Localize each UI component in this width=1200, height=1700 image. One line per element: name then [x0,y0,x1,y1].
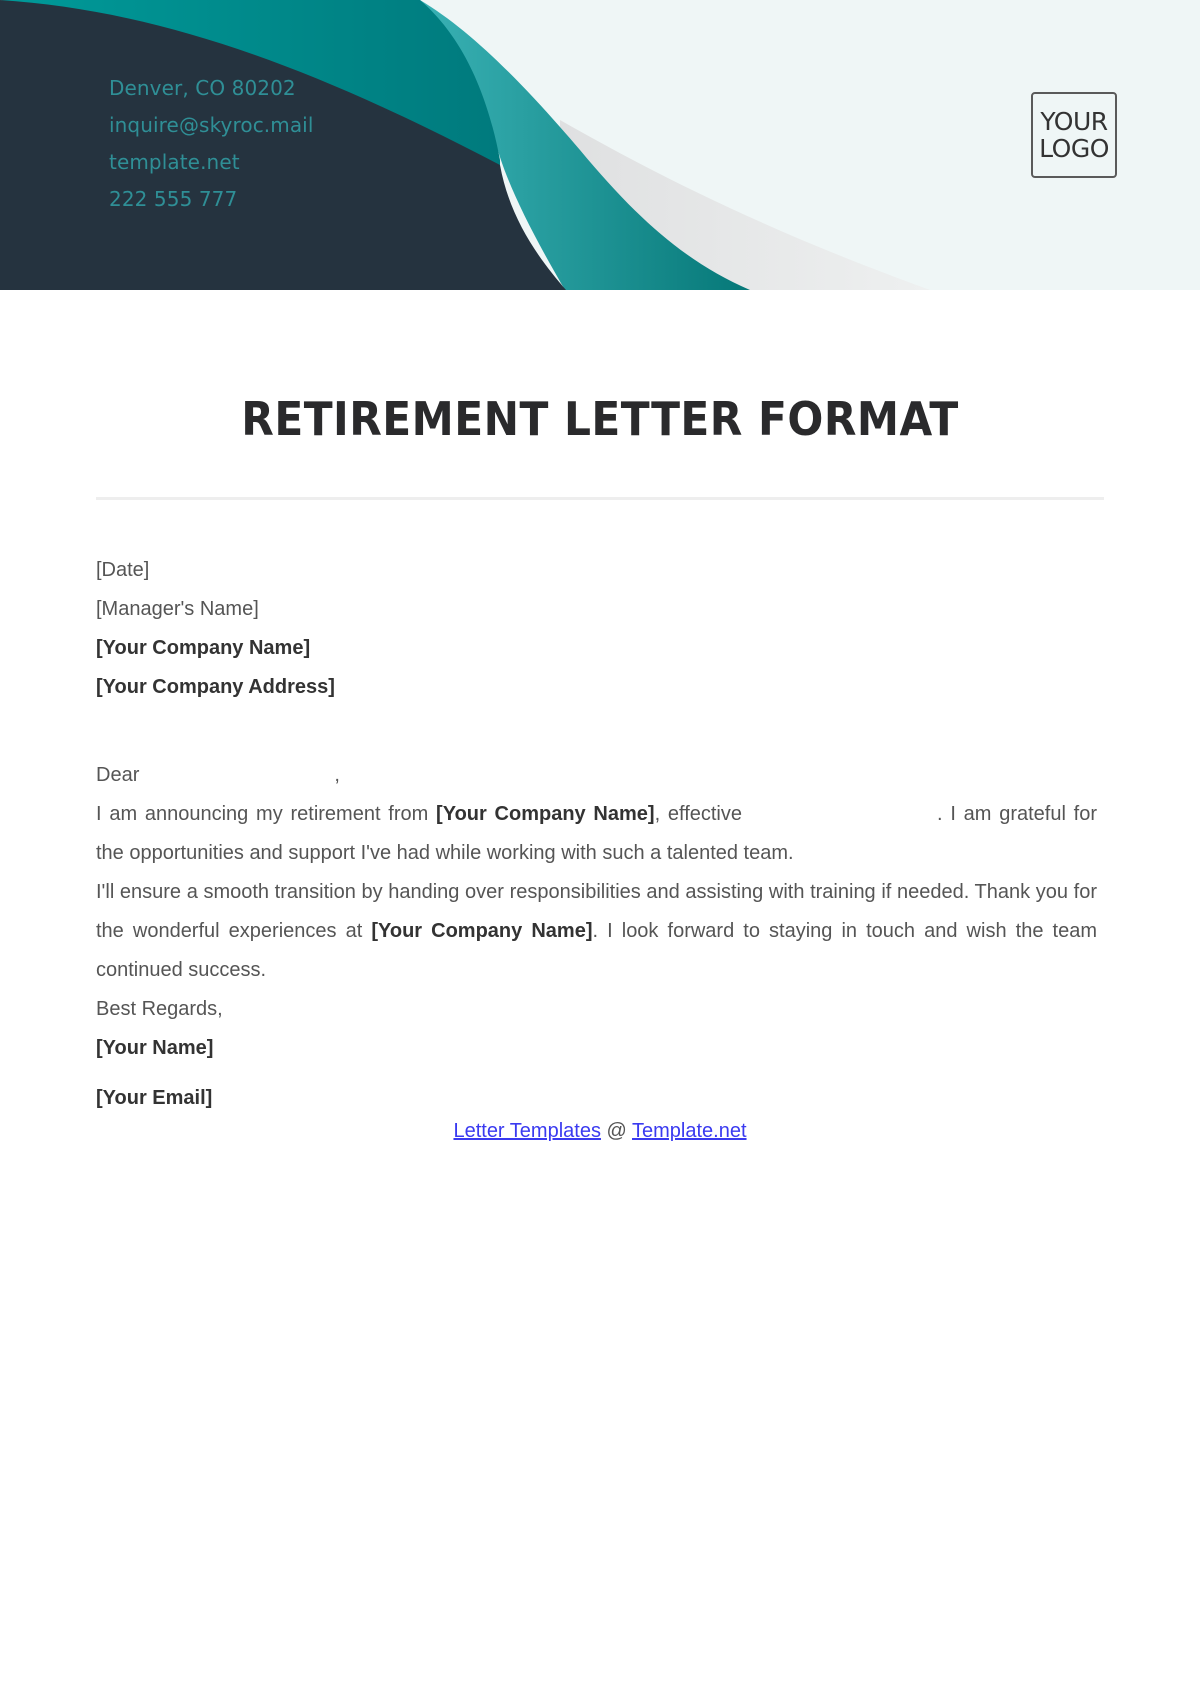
paragraph-transition [96,873,1097,990]
paragraph1-text-b: , effective [654,803,743,825]
contact-block [109,70,314,218]
company-name-line: [Your Company Name] [96,637,311,659]
logo-line-2: LOGO [1039,134,1109,163]
title-divider [96,497,1104,500]
template-net-link[interactable]: Template.net [632,1120,747,1142]
footer-attribution [0,1120,1200,1143]
letter-body [96,551,1097,1118]
page-title: RETIREMENT LETTER FORMAT [241,392,959,446]
salutation-comma: , [334,764,340,786]
signature-name: [Your Name] [96,1037,214,1059]
paragraph1-text-a: I am announcing my retirement from [96,803,437,825]
letter-templates-link[interactable]: Letter Templates [453,1120,601,1142]
contact-phone: 222 555 777 [109,187,238,211]
paragraph-announcement [96,795,1097,873]
logo-line-1: YOUR [1040,107,1108,136]
contact-website: template.net [109,150,240,174]
letterhead-banner [0,0,1200,290]
paragraph2-company: [Your Company Name] [371,920,593,942]
salutation-text: Dear [96,764,140,786]
spacer [96,707,1097,756]
closing: Best Regards, [96,998,223,1020]
contact-email: inquire@skyroc.mail [109,113,314,137]
paragraph2-text-b: . I look forward to staying in touch and wish the team continued success. [96,920,1097,981]
footer-separator: @ [600,1120,633,1142]
salutation [96,756,1097,795]
company-logo-placeholder [1031,92,1117,178]
paragraph1-company: [Your Company Name] [436,803,655,825]
date-line: [Date] [96,559,150,581]
contact-address: Denver, CO 80202 [109,76,296,100]
company-address-line: [Your Company Address] [96,676,335,698]
signature-email: [Your Email] [96,1087,213,1109]
paragraph1-text-c: . I am grateful for the opportunities and support I've had while working with such a talented team. [96,803,1098,864]
paragraph2-text-a: I'll ensure a smooth transition by handing over responsibilities and assisting with training if needed. Thank you for the wonderful experiences at [96,881,1097,942]
manager-name-line: [Manager's Name] [96,598,259,620]
